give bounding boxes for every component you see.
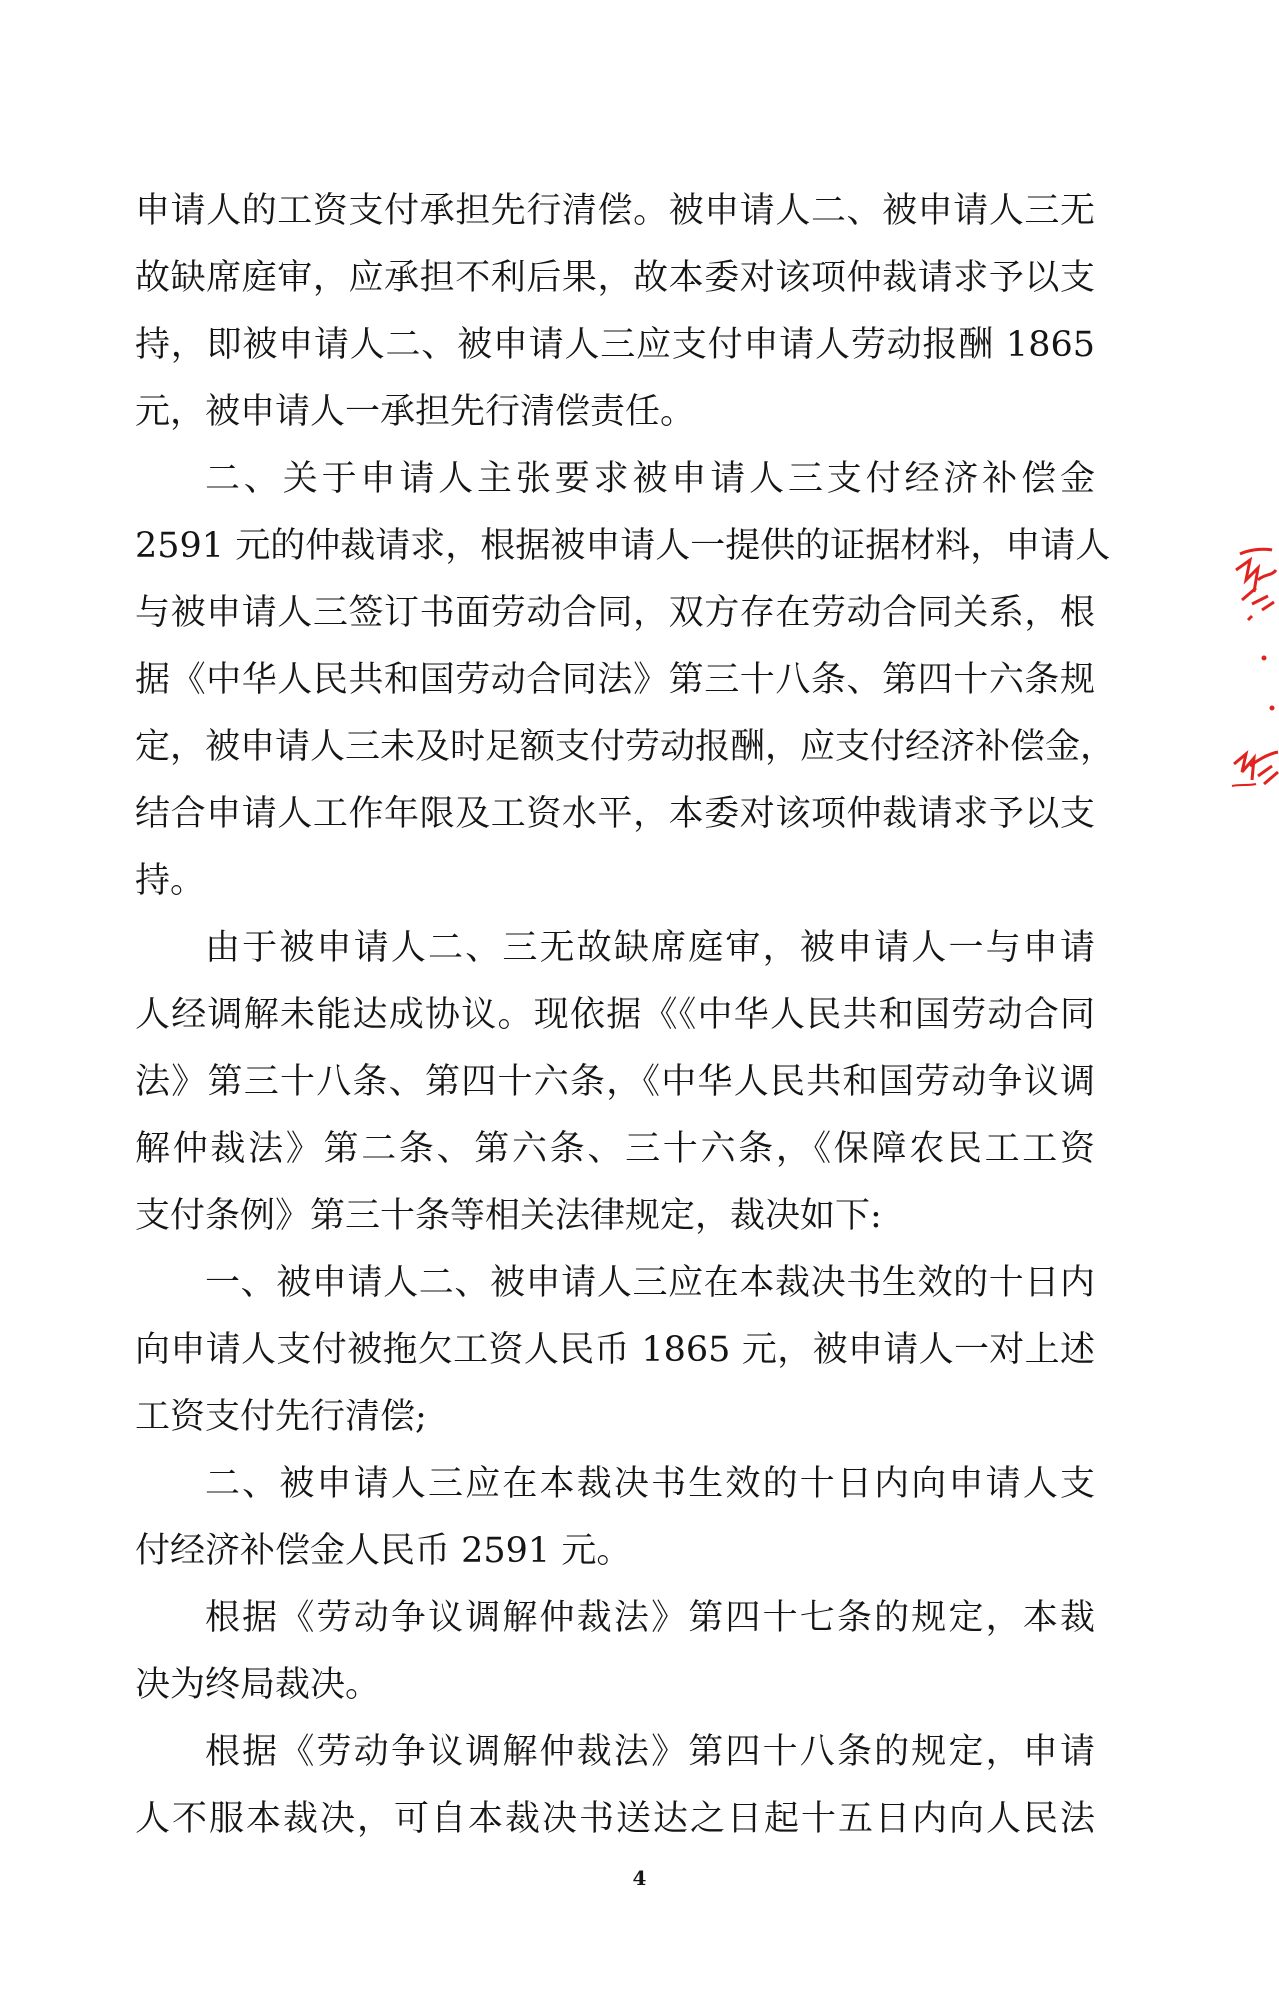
text-line: 结合申请人工作年限及工资水平，本委对该项仲裁请求予以支 [135,794,1095,834]
page-number: 4 [632,1866,647,1890]
text-line: 据《中华人民共和国劳动合同法》第三十八条、第四十六条规 [135,660,1095,700]
text-line: 持。 [135,861,206,901]
seal-stamp-fragment-icon [1228,540,1279,820]
text-line: 工资支付先行清偿; [135,1397,427,1437]
text-line: 与被申请人三签订书面劳动合同，双方存在劳动合同关系，根 [135,593,1095,633]
text-line: 付经济补偿金人民币 2591 元。 [135,1531,632,1571]
text-line: 2591 元的仲裁请求，根据被申请人一提供的证据材料，申请人 [135,526,1111,566]
text-line: 二、关于申请人主张要求被申请人三支付经济补偿金 [205,459,1095,499]
text-line: 持，即被申请人二、被申请人三应支付申请人劳动报酬 1865 [135,325,1095,365]
text-line: 法》第三十八条、第四十六条，《中华人民共和国劳动争议调 [135,1062,1095,1102]
text-line: 定，被申请人三未及时足额支付劳动报酬，应支付经济补偿金， [135,727,1116,767]
text-line: 决为终局裁决。 [135,1665,381,1705]
text-line: 申请人的工资支付承担先行清偿。被申请人二、被申请人三无 [135,191,1095,231]
text-line: 人经调解未能达成协议。现依据《《中华人民共和国劳动合同 [135,995,1095,1035]
text-line: 根据《劳动争议调解仲裁法》第四十七条的规定，本裁 [205,1598,1095,1638]
text-line: 一、被申请人二、被申请人三应在本裁决书生效的十日内 [205,1263,1095,1303]
text-line: 向申请人支付被拖欠工资人民币 1865 元，被申请人一对上述 [135,1330,1095,1370]
text-line: 根据《劳动争议调解仲裁法》第四十八条的规定，申请 [205,1732,1095,1772]
text-line: 解仲裁法》第二条、第六条、三十六条，《保障农民工工资 [135,1129,1095,1169]
text-line: 由于被申请人二、三无故缺席庭审，被申请人一与申请 [205,928,1095,968]
text-line: 支付条例》第三十条等相关法律规定，裁决如下: [135,1196,882,1236]
text-line: 故缺席庭审，应承担不利后果，故本委对该项仲裁请求予以支 [135,258,1095,298]
text-line: 二、被申请人三应在本裁决书生效的十日内向申请人支 [205,1464,1095,1504]
document-body [135,178,1116,1853]
text-line: 人不服本裁决，可自本裁决书送达之日起十五日内向人民法 [135,1799,1095,1839]
text-line: 元，被申请人一承担先行清偿责任。 [135,392,696,432]
